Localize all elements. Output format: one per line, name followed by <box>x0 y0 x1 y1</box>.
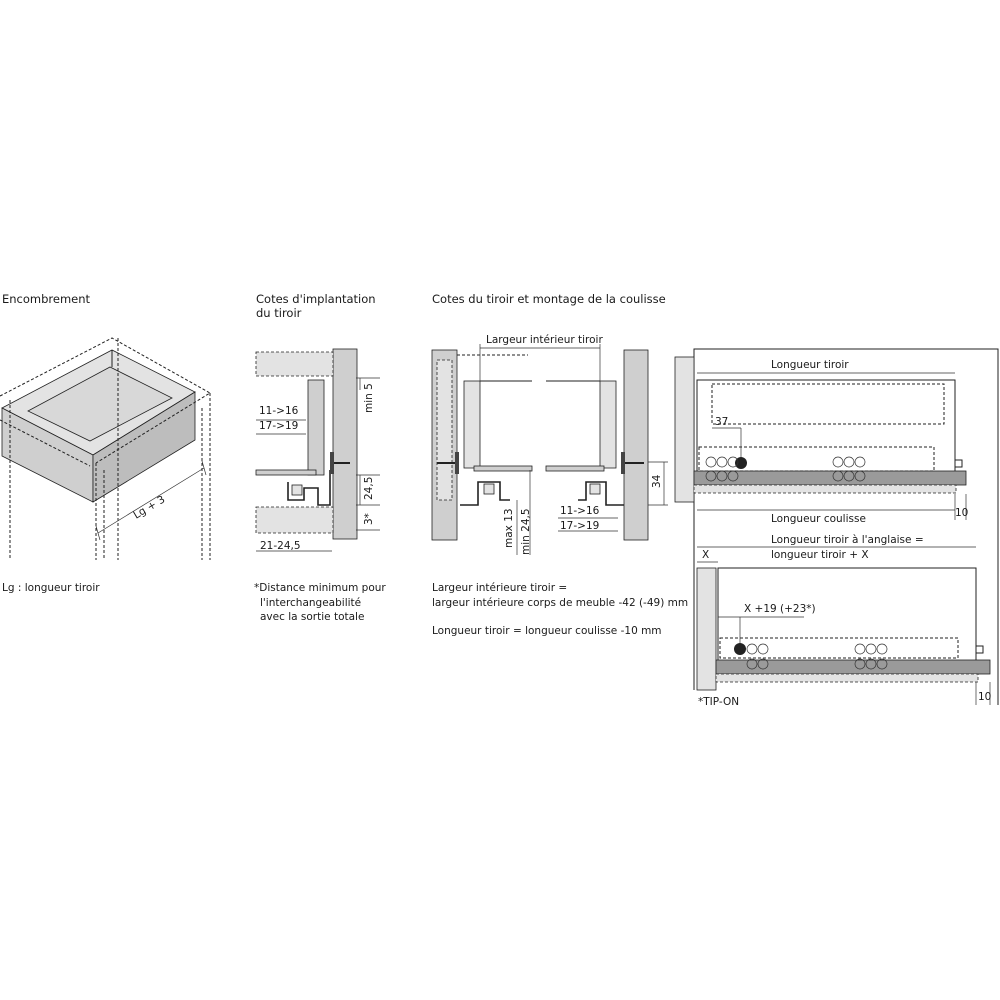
implantation-note-line3: avec la sortie totale <box>260 611 365 623</box>
implantation-section-view <box>256 349 380 552</box>
dim-montage-17-19: 17->19 <box>560 520 600 532</box>
formula1-line1: Largeur intérieure tiroir = <box>432 582 568 594</box>
implantation-title-line2: du tiroir <box>256 306 302 320</box>
longueur-coulisse-label: Longueur coulisse <box>771 513 866 525</box>
dim-max13: max 13 <box>503 508 515 548</box>
formula1-line2: largeur intérieure corps de meuble -42 (-49) mm <box>432 597 689 609</box>
dim-min5: min 5 <box>363 383 375 413</box>
implantation-note-line1: *Distance minimum pour <box>254 582 386 594</box>
dim-10-top: 10 <box>955 507 969 519</box>
dim-montage-11-16: 11->16 <box>560 505 600 517</box>
dim-37: 37 <box>715 416 729 428</box>
coulisse-section <box>675 349 998 708</box>
dim-21-24-5: 21-24,5 <box>260 540 301 552</box>
largeur-interieur-label: Largeur intérieur tiroir <box>486 334 603 346</box>
encombrement-title: Encombrement <box>2 292 91 306</box>
implantation-title-line1: Cotes d'implantation <box>256 292 376 306</box>
dim-min24-5: min 24,5 <box>520 508 532 555</box>
implantation-note-line2: l'interchangeabilité <box>260 597 362 609</box>
anglaise-line2: longueur tiroir + X <box>771 549 869 561</box>
implantation-section <box>254 292 386 623</box>
coulisse-tipon-view <box>697 534 991 708</box>
drawer-isometric-view <box>0 338 210 560</box>
dim-10-bottom: 10 <box>978 691 992 703</box>
dim-x19: X +19 (+23*) <box>744 603 816 615</box>
anglaise-line1: Longueur tiroir à l'anglaise = <box>771 534 924 546</box>
longueur-tiroir-label: Longueur tiroir <box>771 359 849 371</box>
dim-x: X <box>702 549 710 561</box>
coulisse-top-view <box>675 357 968 525</box>
dim-3-star: 3* <box>363 513 375 525</box>
montage-title: Cotes du tiroir et montage de la coulisse <box>432 292 666 306</box>
dim-34: 34 <box>651 474 663 488</box>
dim-17-19: 17->19 <box>259 420 299 432</box>
dim-24-5: 24,5 <box>363 476 375 500</box>
tipon-label: *TIP-ON <box>698 696 740 708</box>
lg-plus-3-label: Lg + 3 <box>131 493 168 522</box>
encombrement-section <box>0 292 210 594</box>
encombrement-legend: Lg : longueur tiroir <box>2 582 100 594</box>
formula2: Longueur tiroir = longueur coulisse -10 mm <box>432 625 662 637</box>
montage-section-view <box>432 334 668 555</box>
dim-11-16: 11->16 <box>259 405 299 417</box>
montage-section <box>432 292 688 637</box>
